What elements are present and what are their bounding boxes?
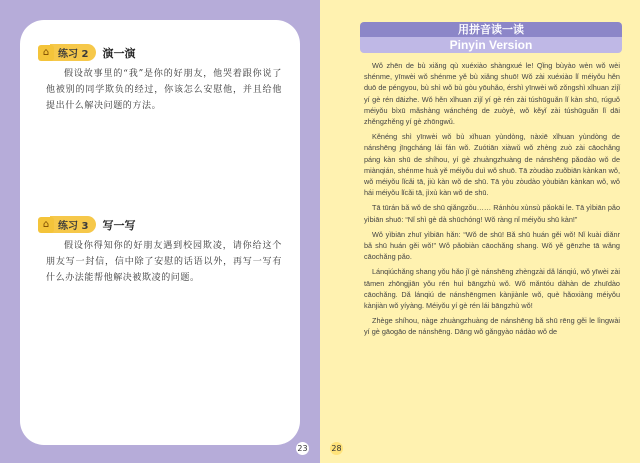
exercise-3-badge: 练习 3 (50, 216, 96, 233)
house-icon: ⌂ (38, 217, 54, 233)
exercise-3-header (38, 216, 135, 233)
exercise-3-title: 写一写 (102, 218, 136, 232)
page-number-right: 28 (331, 444, 342, 453)
right-page (320, 0, 640, 463)
exercise-2-badge: 练习 2 (50, 44, 96, 61)
exercise-2-header (38, 44, 135, 61)
exercise-2-text: 假设故事里的“我”是你的好朋友，他哭着跟你说了他被别的同学欺负的经过，你该怎么安慰他，并且给他提出什么解决问题的方法。 (46, 69, 282, 111)
page-number-left: 23 (297, 444, 308, 453)
pinyin-paragraph: Lánqiúchǎng shang yǒu hǎo jǐ gè nánshēng zhèngzài dǎ lánqiú, wǒ yīwèi zài tāmen zhōngjiān yǒu rén huì bāngzhù wǒ. Wǒ mǎntóu dàhàn de zhuīdào cāochǎng. Dǎ lánqiú de nánshēngmen kànjiànle wǒ, què hǎoxiàng méiyǒu kànjiàn wǒ yíyàng. Méiyǒu yí gè rén lái bāngzhù wǒ! (364, 267, 620, 311)
pinyin-paragraph: Tā tūrán bǎ wǒ de shū qiǎngzǒu…… Ránhòu xùnsù pǎokāi le. Tā yìbiān pǎo yìbiān shuō: “Nǐ shì gè dà shūchóng! Wǒ ràng nǐ méiyǒu shū kàn!” (364, 203, 620, 224)
title-english: Pinyin Version (360, 37, 622, 53)
pinyin-text (364, 60, 620, 342)
pinyin-paragraph: Zhège shíhou, nàge zhuàngzhuàng de nánshēng bǎ shū rēng gěi le lìngwài yí gè gāogāo de nánshēng. Dāng wǒ gǎngyào nádào wǒ de (364, 316, 620, 337)
title-chinese: 用拼音读一读 (360, 22, 622, 37)
house-icon: ⌂ (38, 45, 54, 61)
pinyin-paragraph: Wǒ yìbiān zhuī yìbiān hǎn: “Wǒ de shū! Bǎ shū huán gěi wǒ! Nǐ kuài diǎnr bǎ shū huán gěi wǒ!” Wǒ pǎobiàn cāochǎng shang. Wǒ yě gēnzhe tā wǎng cāochǎng pǎo. (364, 229, 620, 262)
exercise-3-text: 假设你得知你的好朋友遇到校园欺凌，请你给这个朋友写一封信，信中除了安慰的话语以外，再写一写有什么办法能帮他解决被欺凌的问题。 (46, 241, 282, 283)
section-title (360, 22, 622, 53)
exercise-2-title: 演一演 (102, 46, 136, 60)
pinyin-paragraph: Kěnéng shì yīnwèi wǒ bù xǐhuan yùndòng, nàxiē xǐhuan yùndòng de nánshēng jīngcháng lái fán wǒ. Zuótiān xiàwǔ wǒ zhèng zuò zài cāochǎng páng kàn shū de shíhou, yí gè zhuàngzhuàng de nánshēng pǎodào wǒ de miànqián, shénme huà yě méiyǒu duì wǒ shuō. Tā zòudào zuǒbiān kànkan wǒ, wǒ méiyǒu lǐcǎi tā, jiù kàn wǒ de shū. Tā yòu zòudào yòubiān kànkan wǒ, wǒ hái méiyǒu lǐcǎi tā, jìxù kàn wǒ de shū. (364, 132, 620, 198)
pinyin-paragraph: Wǒ zhēn de bù xiǎng qù xuéxiào shàngxué le! Qǐng bùyào wèn wǒ wèi shénme, yīnwèi wǒ shénme yě bù xiǎng shuō! Wǒ zài xuéxiào lǐ méiyǒu hěn duō de péngyou, bù shì wǒ bù gòu yōuhǎo, érshì yīnwèi wǒ zǒngshì xǐhuan zìjǐ yí gè rén dāizhe. Wǒ hěn xǐhuan zìjǐ yí gè rén zài túshūguǎn lǐ kàn shū, rúguǒ méiyǒu bìxū mǎshàng wánchéng de zuòyè, wǒ kěyǐ zài túshūguǎn lǐ dāi zhěngzhěng yí gè zhōngwǔ. (364, 61, 620, 127)
